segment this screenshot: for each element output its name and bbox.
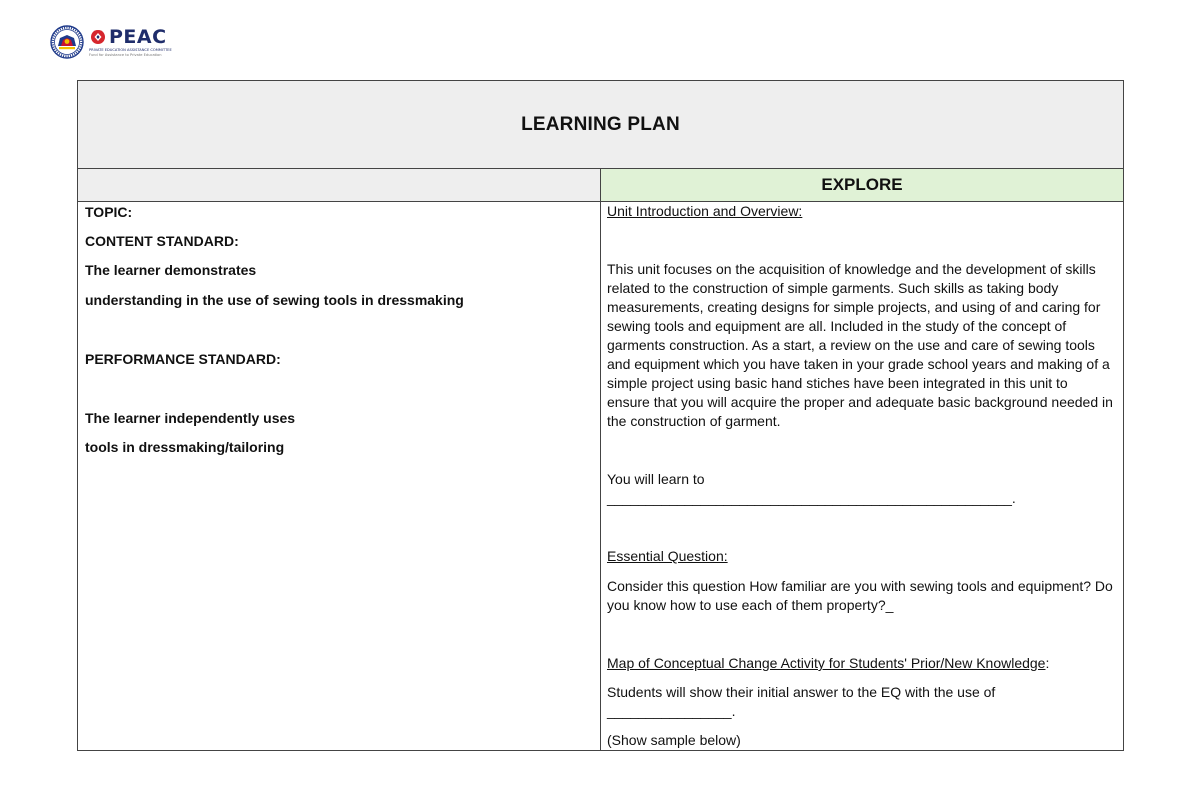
performance-standard-line1: The learner independently uses	[85, 410, 296, 426]
header-logos	[50, 22, 172, 62]
students-initial-answer-line: Students will show their initial answer to the EQ with the use of ________________.	[607, 684, 996, 719]
topic-label: TOPIC:	[85, 204, 133, 220]
peac-mark-icon	[89, 28, 107, 46]
standards-cell	[78, 202, 601, 751]
unit-intro-body: This unit focuses on the acquisition of knowledge and the development of skills related to the construction of simple garments. Such skills as taking body measurements, creating designs for simple projects, and using of and caring for sewing tools and equipment are all. Included in the study of the concept of garments construction. As a start, a review on the use and care of sewing tools and equipment which you have taken in your grade school years and making of a simple project using basic hand stiches have been integrated in this unit to ensure that you will acquire the proper and adequate basic background needed in the construction of garment.	[607, 261, 1113, 429]
table-title: LEARNING PLAN	[78, 81, 1124, 169]
performance-standard-line2: tools in dressmaking/tailoring	[85, 439, 285, 455]
peac-tagline: PRIVATE EDUCATION ASSISTANCE COMMITTEE	[89, 48, 172, 52]
essential-question-body: Consider this question How familiar are you with sewing tools and equipment? Do you know how to use each of them property?_	[607, 578, 1113, 613]
section-header-row	[78, 169, 1124, 202]
map-activity-heading	[607, 654, 1113, 673]
performance-standard-label: PERFORMANCE STANDARD:	[85, 351, 281, 367]
blank-header-cell	[78, 169, 601, 202]
unit-intro-heading: Unit Introduction and Overview:	[607, 203, 803, 219]
learning-plan-table	[77, 80, 1124, 751]
map-activity-heading-colon: :	[1045, 655, 1050, 671]
peac-logo	[89, 26, 172, 58]
show-sample-note: (Show sample below)	[607, 732, 741, 748]
content-standard-line2: understanding in the use of sewing tools in dressmaking	[85, 292, 464, 308]
title-row	[78, 81, 1124, 169]
explore-header: EXPLORE	[601, 169, 1124, 202]
content-standard-label: CONTENT STANDARD:	[85, 233, 239, 249]
deped-seal-icon	[50, 25, 84, 59]
map-activity-heading-text: Map of Conceptual Change Activity for Students' Prior/New Knowledge	[607, 655, 1046, 671]
explore-content-cell	[601, 202, 1124, 751]
content-row	[78, 202, 1124, 751]
content-standard-line1: The learner demonstrates	[85, 262, 257, 278]
learn-to-line: You will learn to ____________________________________________________.	[607, 471, 1016, 506]
peac-logo-text: PEAC	[109, 26, 167, 48]
essential-question-heading: Essential Question:	[607, 548, 728, 564]
peac-subtagline: Fund for Assistance to Private Education	[89, 53, 162, 57]
